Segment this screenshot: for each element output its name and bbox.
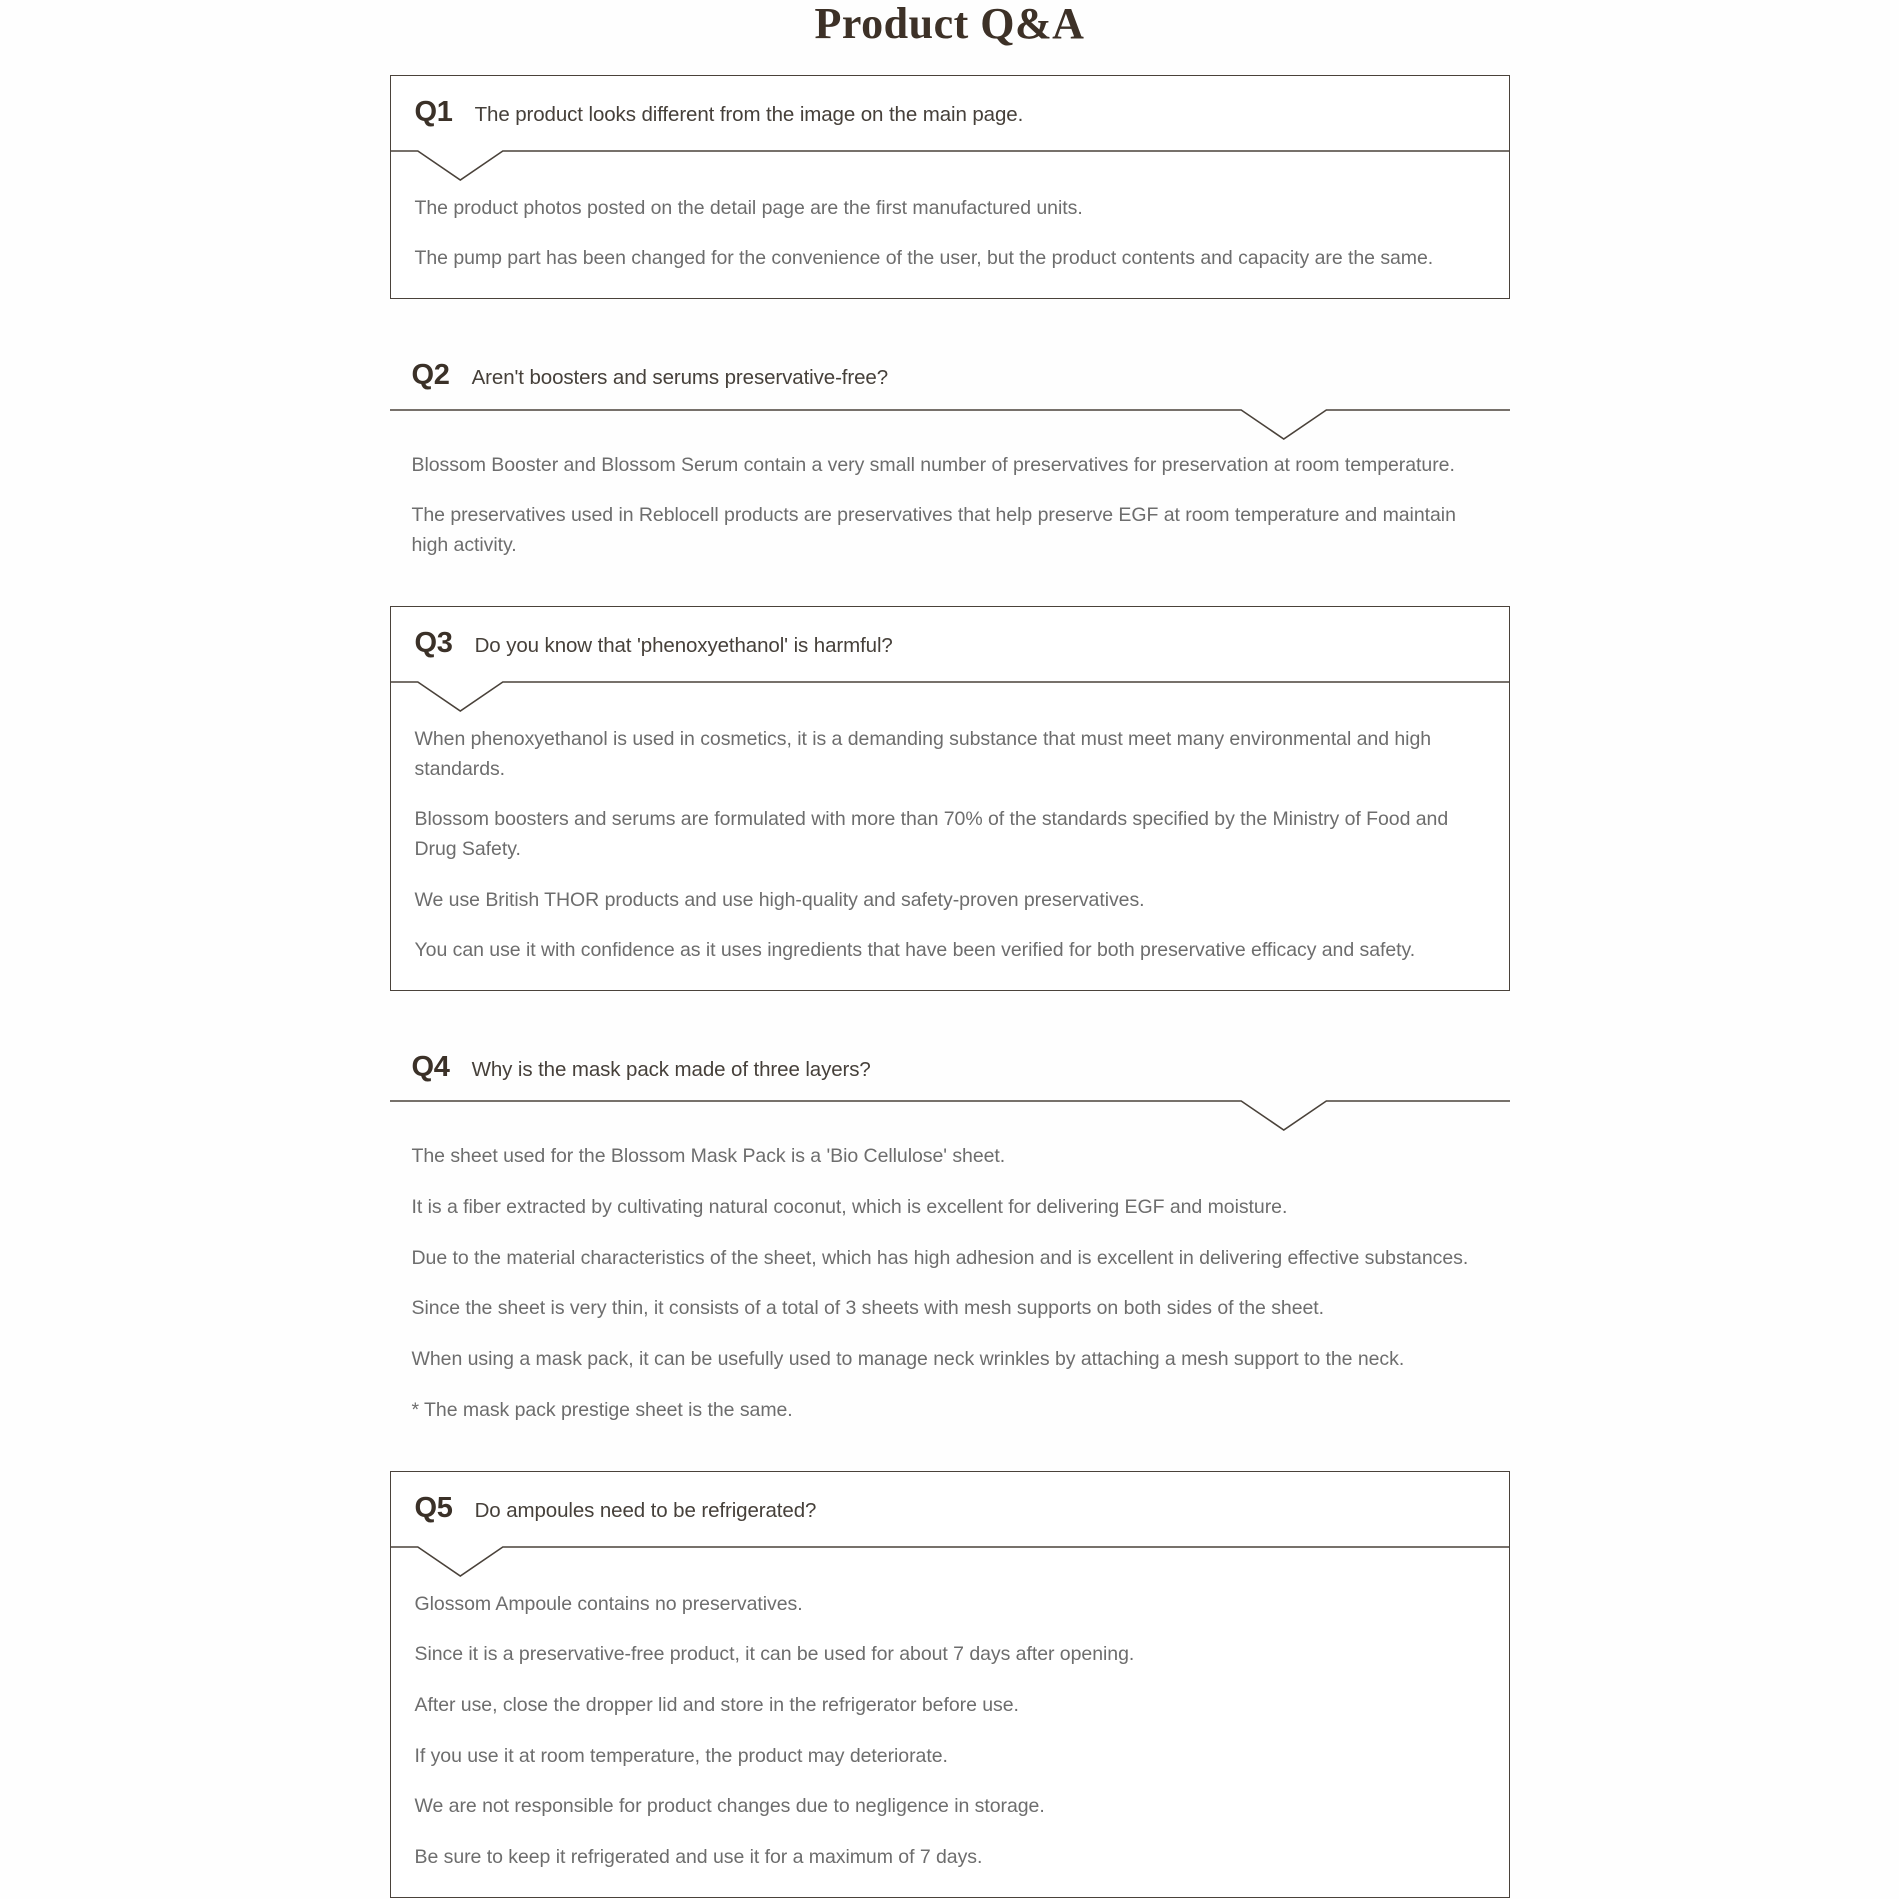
qa-question-header[interactable] (390, 341, 1510, 409)
answer-paragraph: The preservatives used in Reblocell products are preservatives that help preserve EGF at room temperature and maintain high activity. (411, 504, 1456, 556)
answer-paragraph: We use British THOR products and use high-quality and safety-proven preservatives. (414, 888, 1145, 911)
qa-answer-body (391, 186, 1509, 298)
question-divider-with-notch (390, 1100, 1510, 1136)
qa-block-q4[interactable] (390, 1033, 1510, 1447)
answer-paragraph: After use, close the dropper lid and store in the refrigerator before use. (414, 1694, 1019, 1716)
question-text: Aren't boosters and serums preservative-free? (471, 365, 889, 389)
question-text: Do ampoules need to be refrigerated? (474, 1499, 817, 1523)
answer-paragraph: Due to the material characteristics of the sheet, which has high adhesion and is excellent in delivering effective substances. (411, 1246, 1469, 1269)
qa-list (390, 46, 1510, 1898)
question-number: Q5 (414, 1492, 453, 1525)
qa-block-q5[interactable] (390, 1471, 1510, 1897)
answer-paragraph: When phenoxyethanol is used in cosmetics, it is a demanding substance that must meet many environmental and high standards. (414, 728, 1432, 780)
notch-path (391, 1547, 1509, 1576)
notch-path (391, 151, 1509, 180)
block-spacer (390, 582, 1510, 606)
answer-paragraph: The product photos posted on the detail page are the first manufactured units. (414, 196, 1083, 219)
notch-path (390, 1101, 1510, 1130)
question-divider-with-notch (390, 409, 1510, 445)
qa-question-header[interactable] (391, 76, 1509, 150)
answer-paragraph: * The mask pack prestige sheet is the same. (411, 1398, 793, 1421)
qa-block-q1[interactable] (390, 75, 1510, 299)
answer-paragraph: It is a fiber extracted by cultivating natural coconut, which is excellent for delivering EGF and moisture. (411, 1196, 1288, 1218)
question-number: Q4 (411, 1050, 450, 1083)
qa-answer-body (390, 1136, 1510, 1447)
block-spacer (390, 299, 1510, 341)
question-text: Why is the mask pack made of three layers? (471, 1057, 871, 1081)
question-divider-with-notch (391, 681, 1509, 717)
answer-paragraph: Since the sheet is very thin, it consists of a total of 3 sheets with mesh supports on both sides of the sheet. (411, 1297, 1325, 1320)
block-spacer (390, 1447, 1510, 1471)
answer-paragraph: Blossom boosters and serums are formulated with more than 70% of the standards specified by the Ministry of Food and Drug Safety. (414, 808, 1449, 860)
answer-paragraph: You can use it with confidence as it uses ingredients that have been verified for both preservative efficacy and safety. (414, 939, 1416, 962)
qa-answer-body (391, 717, 1509, 990)
question-number: Q1 (414, 96, 453, 128)
qa-block-q2[interactable] (390, 341, 1510, 583)
block-spacer (390, 991, 1510, 1033)
answer-paragraph: When using a mask pack, it can be usefully used to manage neck wrinkles by attaching a mesh support to the neck. (411, 1347, 1405, 1370)
question-text: The product looks different from the image on the main page. (474, 103, 1024, 126)
question-text: Do you know that 'phenoxyethanol' is harmful? (474, 634, 893, 658)
answer-paragraph: Glossom Ampoule contains no preservatives. (414, 1592, 803, 1615)
answer-paragraph: Since it is a preservative-free product, it can be used for about 7 days after opening. (414, 1643, 1135, 1666)
question-number: Q2 (411, 358, 450, 391)
question-divider-with-notch (391, 150, 1509, 186)
notch-path (391, 682, 1509, 711)
answer-paragraph: We are not responsible for product changes due to negligence in storage. (414, 1795, 1045, 1818)
answer-paragraph: The pump part has been changed for the convenience of the user, but the product contents and capacity are the same. (414, 247, 1434, 270)
qa-question-header[interactable] (390, 1033, 1510, 1101)
answer-paragraph: Be sure to keep it refrigerated and use it for a maximum of 7 days. (414, 1845, 983, 1868)
answer-paragraph: Blossom Booster and Blossom Serum contain a very small number of preservatives for preservation at room temperature. (411, 453, 1455, 476)
qa-block-q3[interactable] (390, 606, 1510, 990)
qa-answer-body (390, 445, 1510, 583)
question-number: Q3 (414, 627, 453, 660)
qa-question-header[interactable] (391, 607, 1509, 681)
qa-question-header[interactable] (391, 1472, 1509, 1546)
question-divider-with-notch (391, 1546, 1509, 1582)
page-title: Product Q&A (814, 0, 1085, 48)
qa-answer-body (391, 1582, 1509, 1897)
notch-path (390, 410, 1510, 439)
answer-paragraph: The sheet used for the Blossom Mask Pack is a 'Bio Cellulose' sheet. (411, 1145, 1006, 1168)
answer-paragraph: If you use it at room temperature, the product may deteriorate. (414, 1744, 948, 1767)
